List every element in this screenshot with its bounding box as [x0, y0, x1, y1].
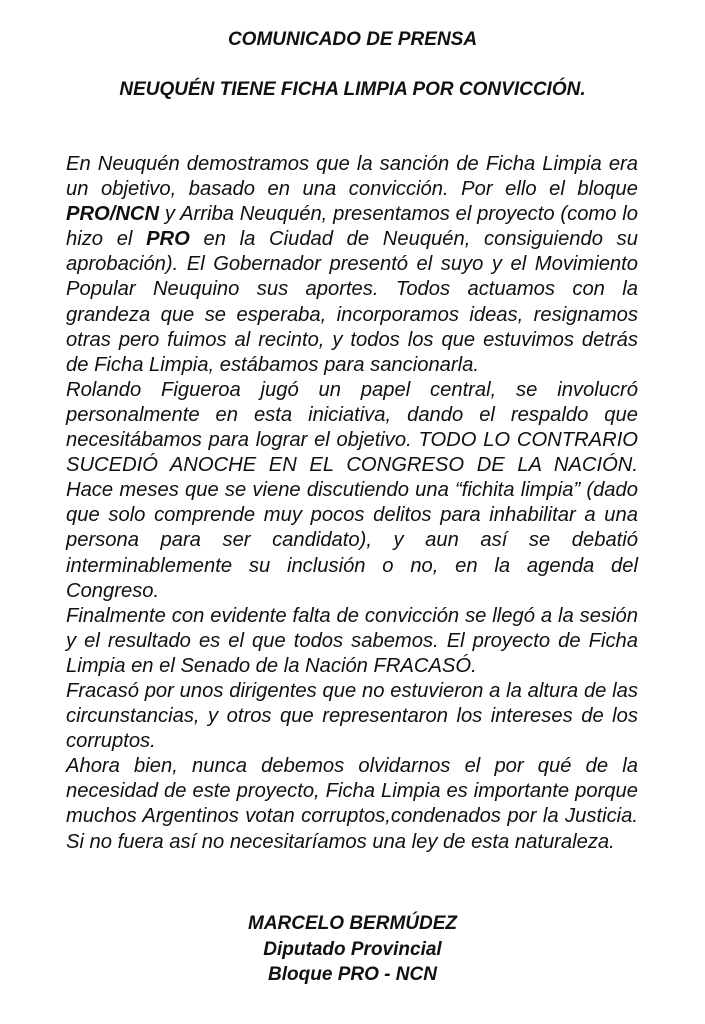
headline: NEUQUÉN TIENE FICHA LIMPIA POR CONVICCIÓN. [119, 79, 586, 100]
signer-bloc: Bloque PRO - NCN [268, 964, 437, 985]
paragraph-4: Fracasó por unos dirigentes que no estuvieron a la altura de las circunstancias, y otros que representaron los intereses de los corruptos. [66, 679, 638, 753]
signer-role: Diputado Provincial [263, 938, 442, 960]
document-title: COMUNICADO DE PRENSA [227, 29, 478, 50]
signature-block [0, 911, 705, 988]
signer-name: MARCELO BERMÚDEZ [248, 913, 457, 934]
bold-party-name: PRO [146, 228, 190, 251]
body-text [66, 152, 638, 855]
paragraph-1: En Neuquén demostramos que la sanción de Ficha Limpia era un objetivo, basado en una convicción. Por ello el bloque PRO/NCN y Arriba Neuquén, presentamos el proyecto (como lo hizo el PRO en la Ciudad de Neuquén, consiguiendo su aprobación). El Gobernador presentó el suyo y el Movimiento Popular Neuquino sus aportes. Todos actuamos con la grandeza que se esperaba, incorporamos ideas, resignamos otras pero fuimos al recinto, y todos los que estuvimos detrás de Ficha Limpia, estábamos para sancionarla. [66, 153, 638, 376]
bold-bloc-name: PRO/NCN [66, 203, 160, 226]
paragraph-2: Rolando Figueroa jugó un papel central, se involucró personalmente en esta iniciativa, dando el respaldo que necesitábamos para lograr el objetivo. TODO LO CONTRARIO SUCEDIÓ ANOCHE EN EL CONGRESO DE LA NACIÓN. Hace meses que se viene discutiendo una “fichita limpia” (dado que solo comprende muy pocos delitos para inhabilitar a una persona para ser candidato), y aun así se debatió interminablemente su inclusión o no, en la agenda del Congreso. [66, 378, 638, 602]
paragraph-3: Finalmente con evidente falta de convicción se llegó a la sesión y el resultado es el que todos sabemos. El proyecto de Ficha Limpia en el Senado de la Nación FRACASÓ. [66, 604, 638, 677]
paragraph-5: Ahora bien, nunca debemos olvidarnos el por qué de la necesidad de este proyecto, Ficha Limpia es importante porque muchos Argentinos votan corruptos,condenados por la Justicia. Si no fuera así no necesitaríamos una ley de esta naturaleza. [66, 755, 638, 853]
